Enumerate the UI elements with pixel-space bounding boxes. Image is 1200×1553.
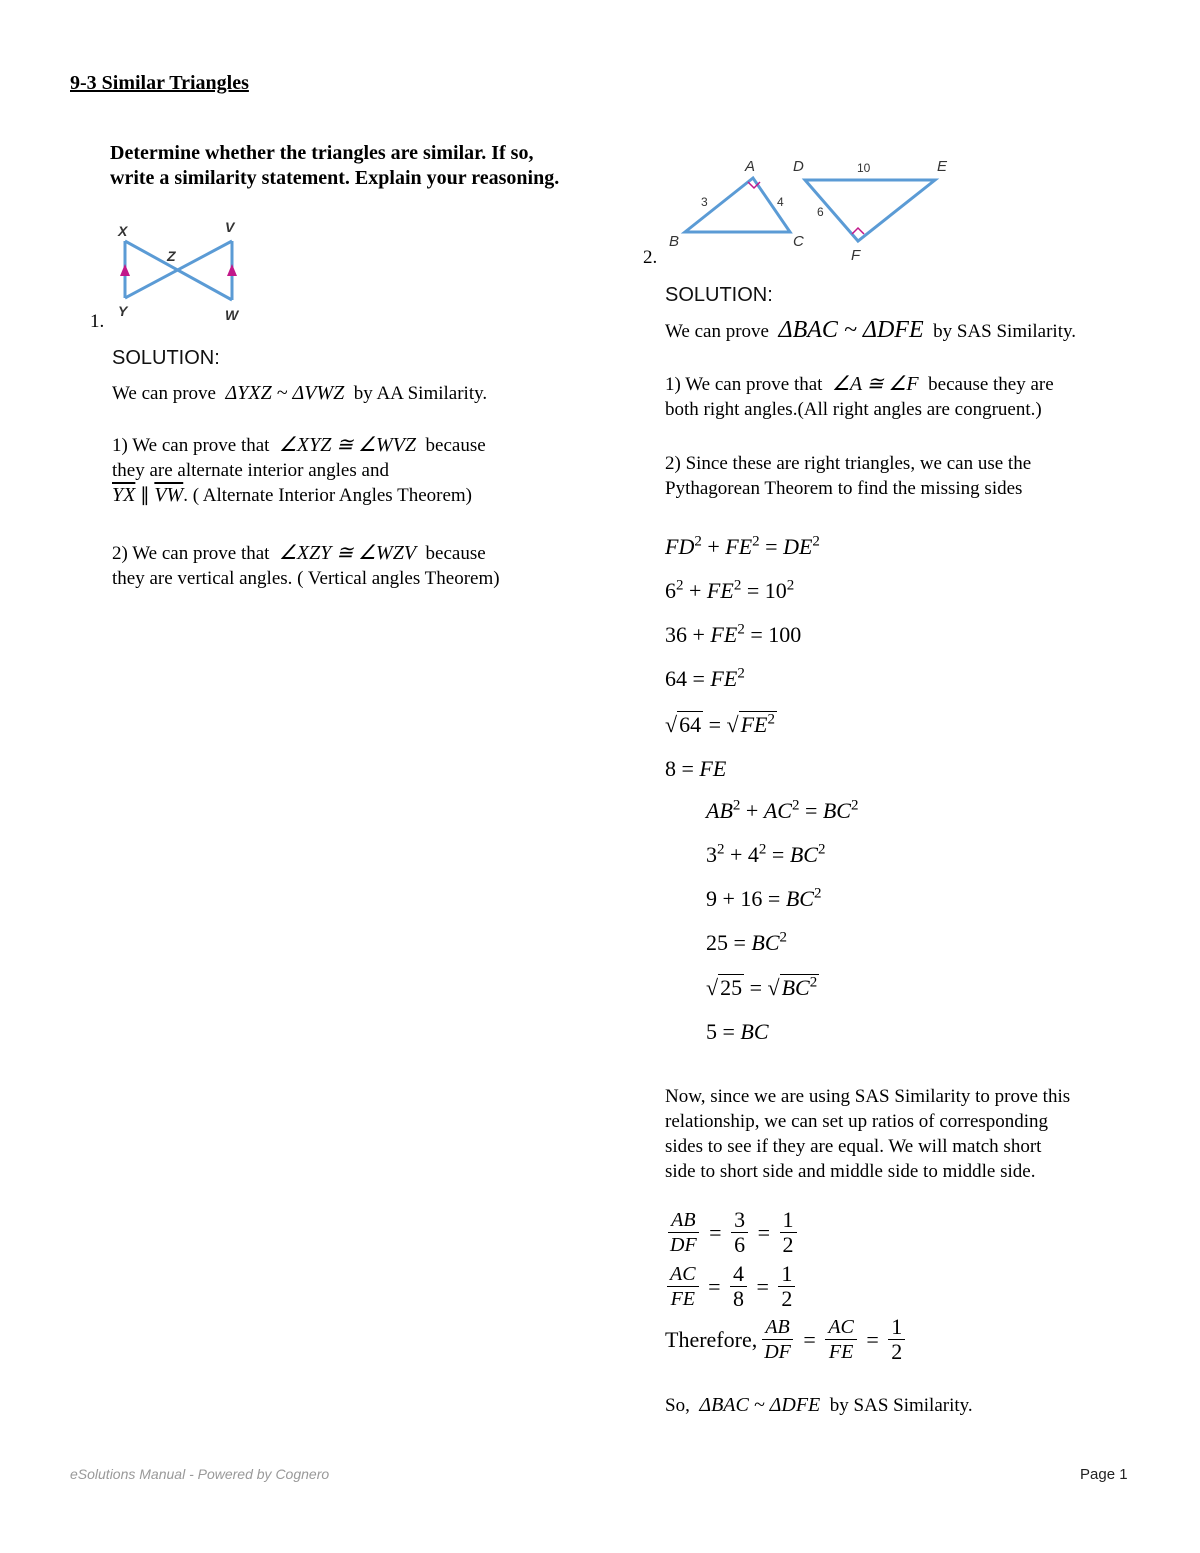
conclusion-paragraph: Now, since we are using SAS Similarity to prove this relationship, we can set up ratios of corresponding sides to see if they are equal. We will match short side to short side and middle side to middle side. <box>665 1086 1071 1182</box>
problem2-step1: 1) We can prove that ∠A ≅ ∠F because they are both right angles.(All right angles are congruent.) <box>665 373 1054 420</box>
label-w: W <box>225 307 239 323</box>
equation-ab-ac-bc: $AB^2 + AC^2 = BC^2$ <box>706 797 859 823</box>
problem2-solution-label: SOLUTION: <box>665 284 773 306</box>
side-ab-length: 3 <box>701 195 708 209</box>
side-ac-length: 4 <box>777 195 784 209</box>
ratio-ac-fe: $\frac{AC}{FE}$ = $\frac{4}{8}$ = $\frac{1}{2}$ <box>663 1262 799 1311</box>
label-z: Z <box>167 248 176 264</box>
label-b: B <box>669 233 680 250</box>
problem1-number: 1. <box>90 311 105 332</box>
instructions: Determine whether the triangles are similar. If so, write a similarity statement. Explain your reasoning. <box>110 142 560 189</box>
equation-fd-fe-de: $FD^2 + FE^2 = DE^2$ <box>665 533 820 559</box>
label-c: C <box>793 233 804 250</box>
equation-8-fe: 8 = FE <box>665 756 727 781</box>
problem2-prove: We can prove ΔBAC ~ ΔDFE by SAS Similarity. <box>665 317 1076 343</box>
equation-9-16-bc: $9 + 16 = BC^2$ <box>706 885 822 911</box>
equation-36-fe-100: $36 + FE^2 = 100$ <box>665 621 802 647</box>
equation-25-bc: $25 = BC^2$ <box>706 929 788 955</box>
equation-sqrt-25: $√25 = √BC^2$ <box>706 974 818 1000</box>
equation-3-4-bc: $3^2 + 4^2 = BC^2$ <box>706 841 826 867</box>
label-x: X <box>118 223 128 239</box>
ratio-therefore: Therefore, $\frac{AB}{DF}$ = $\frac{AC}{FE}$ = $\frac{1}{2}$ <box>665 1315 909 1364</box>
problem1-figure <box>112 218 252 328</box>
problem2-number: 2. <box>643 247 658 268</box>
side-df-length: 6 <box>817 205 824 219</box>
label-e: E <box>937 158 948 175</box>
label-y: Y <box>118 303 128 319</box>
page-title: 9-3 Similar Triangles <box>70 72 249 94</box>
equation-64-fe: $64 = FE^2$ <box>665 665 745 691</box>
equation-sqrt-64: $√64 = √FE^2$ <box>665 711 775 737</box>
problem2-final: So, ΔBAC ~ ΔDFE by SAS Similarity. <box>665 1394 973 1416</box>
label-d: D <box>793 158 804 175</box>
label-a: A <box>745 158 756 175</box>
side-de-length: 10 <box>857 161 871 175</box>
label-f: F <box>851 247 861 264</box>
problem2-figure <box>665 152 965 267</box>
ratio-ab-df: $\frac{AB}{DF}$ = $\frac{3}{6}$ = $\frac{1}{2}$ <box>663 1208 801 1257</box>
problem1-prove: We can prove ΔYXZ ~ ΔVWZ by AA Similarity. <box>112 382 488 404</box>
problem2-step2: 2) Since these are right triangles, we can use the Pythagorean Theorem to find the missing sides <box>665 453 1032 499</box>
equation-5-bc: 5 = BC <box>706 1019 769 1044</box>
problem1-step2: 2) We can prove that ∠XZY ≅ ∠WZV because they are vertical angles. ( Vertical angles Theorem) <box>112 542 500 589</box>
problem1-step1: 1) We can prove that ∠XYZ ≅ ∠WVZ because they are alternate interior angles and $\overline{YX}$ ∥ $\overline{VW}$. ( Alternate Interior Angles Theorem) <box>112 434 486 506</box>
label-v: V <box>225 219 235 235</box>
footer-page-number: Page 1 <box>1080 1466 1128 1483</box>
equation-6-fe-10: $6^2 + FE^2 = 10^2$ <box>665 577 795 603</box>
problem1-solution-label: SOLUTION: <box>112 347 220 369</box>
footer-source: eSolutions Manual - Powered by Cognero <box>70 1466 330 1482</box>
